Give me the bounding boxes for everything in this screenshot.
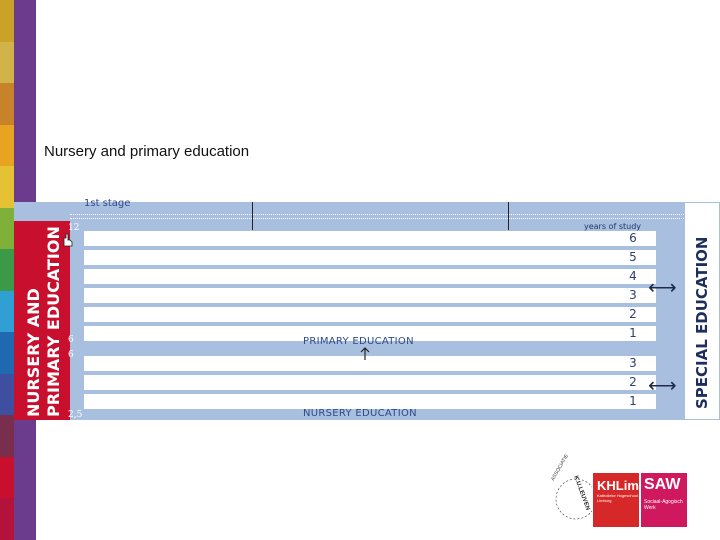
stage-line-right xyxy=(508,202,509,230)
years-of-study-label: years of study xyxy=(584,222,641,231)
khlim-subtitle: Katholieke Hogeschool Limburg xyxy=(597,493,638,503)
color-stripe xyxy=(0,125,14,167)
nursery-row xyxy=(84,375,656,390)
primary-row xyxy=(84,269,656,284)
nursery-special-arrow: ⟷ xyxy=(648,375,677,397)
primary-row xyxy=(84,231,656,246)
stage-line-left xyxy=(252,202,253,230)
label-line-2: PRIMARY EDUCATION xyxy=(44,226,63,417)
primary-row xyxy=(84,307,656,322)
nursery-primary-label-box xyxy=(14,221,70,420)
kuleuven-logo xyxy=(548,453,592,527)
primary-year-number: 6 xyxy=(629,231,637,245)
education-diagram xyxy=(14,198,720,420)
primary-caption: PRIMARY EDUCATION xyxy=(303,336,414,347)
stage-divider-top xyxy=(70,214,684,215)
nursery-year-number: 2 xyxy=(629,375,637,389)
saw-title: SAW xyxy=(644,476,681,493)
special-education-box xyxy=(684,202,720,420)
color-stripes xyxy=(0,0,14,540)
label-line-1: NURSERY AND xyxy=(24,288,43,417)
color-stripe xyxy=(0,208,14,250)
color-stripe xyxy=(0,457,14,499)
nursery-caption: NURSERY EDUCATION xyxy=(303,408,417,419)
age-12: 12 xyxy=(68,223,80,233)
saw-logo xyxy=(641,473,687,527)
nursery-year-number: 3 xyxy=(629,356,637,370)
hand-cursor-icon xyxy=(60,232,74,248)
logo-group xyxy=(548,453,688,527)
special-education-label: SPECIAL EDUCATION xyxy=(693,236,711,409)
slide-title: Nursery and primary education xyxy=(44,143,250,160)
primary-year-number: 1 xyxy=(629,326,637,340)
age-2-5: 2,5 xyxy=(68,410,83,420)
primary-row xyxy=(84,250,656,265)
saw-subtitle: Sociaal-Agogisch Werk xyxy=(644,499,683,511)
color-stripe xyxy=(0,291,14,333)
color-stripe xyxy=(0,374,14,416)
nursery-year-number: 1 xyxy=(629,394,637,408)
primary-special-arrow: ⟷ xyxy=(648,277,677,299)
primary-year-number: 5 xyxy=(629,250,637,264)
nursery-row xyxy=(84,394,656,409)
primary-year-number: 3 xyxy=(629,288,637,302)
stage-divider-bottom xyxy=(70,218,684,219)
color-stripe xyxy=(0,0,14,42)
color-stripe xyxy=(0,415,14,457)
color-stripe xyxy=(0,166,14,208)
cursor-arrow-icon xyxy=(360,347,370,361)
kuleuven-ring-text: ASSOCIATIE xyxy=(550,453,571,482)
color-stripe xyxy=(0,498,14,540)
age-6-primary: 6 xyxy=(68,335,74,345)
primary-row xyxy=(84,288,656,303)
color-stripe xyxy=(0,42,14,84)
color-stripe xyxy=(0,332,14,374)
khlim-title: KHLim xyxy=(597,478,639,493)
color-stripe xyxy=(0,83,14,125)
nursery-row xyxy=(84,356,656,371)
age-6-nursery: 6 xyxy=(68,350,74,360)
khlim-logo xyxy=(593,473,639,527)
stage-label: 1st stage xyxy=(84,198,131,209)
color-stripe xyxy=(0,249,14,291)
kuleuven-text: K.U.LEUVEN xyxy=(572,475,591,512)
primary-year-number: 2 xyxy=(629,307,637,321)
primary-year-number: 4 xyxy=(629,269,637,283)
